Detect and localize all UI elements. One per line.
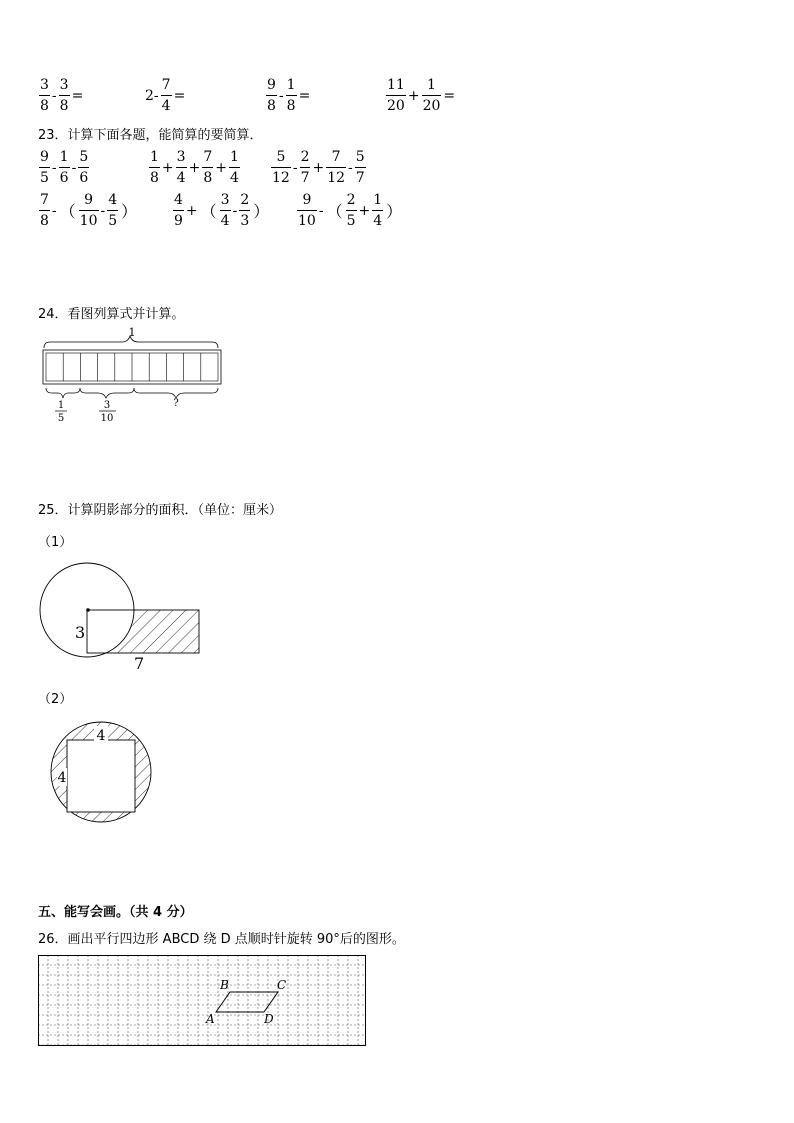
top-label: 1 — [128, 326, 136, 339]
fraction: $\frac{7}{8}$ — [40, 192, 49, 229]
question-25-title: 25．计算阴影部分的面积．（单位：厘米） — [38, 503, 283, 518]
left-paren: （ — [59, 202, 76, 221]
shaded-region — [87, 610, 199, 653]
expression — [270, 150, 367, 185]
brace-2 — [80, 388, 134, 398]
fraction: $\frac{1}{6}$ — [59, 149, 69, 186]
operator: - — [51, 202, 57, 219]
fraction: $\frac{7}{8}$ — [203, 149, 213, 186]
fraction: $\frac{9}{10}$ — [79, 192, 98, 229]
fraction: $\frac{11}{20}$ — [387, 77, 405, 114]
grid-border — [39, 956, 366, 1046]
fraction: $\frac{1}{4}$ — [229, 149, 239, 186]
fraction: $\frac{7}{4}$ — [161, 77, 171, 114]
operator: + — [407, 87, 420, 104]
segment-diagram — [36, 326, 236, 426]
right-paren: ） — [121, 202, 138, 221]
operator: + — [161, 159, 174, 176]
operator: - — [318, 202, 324, 219]
fraction: $\frac{2}{3}$ — [240, 192, 250, 229]
fraction: $\frac{1}{8}$ — [150, 149, 159, 186]
operator: - — [71, 159, 77, 176]
top-side-label: 4 — [96, 728, 106, 744]
fraction: $\frac{1}{20}$ — [422, 77, 441, 114]
vertex-d-label: D — [264, 1012, 274, 1026]
fraction: $\frac{3}{4}$ — [220, 192, 230, 229]
fraction: $\frac{5}{12}$ — [272, 149, 290, 186]
expression — [296, 193, 404, 228]
left-paren: （ — [200, 202, 217, 221]
part-1-label: （1） — [38, 535, 73, 550]
right-paren: ） — [253, 202, 270, 221]
question-24-title: 24．看图列算式并计算。 — [38, 307, 185, 322]
vertex-b-label: B — [220, 978, 229, 992]
operator: - — [51, 159, 57, 176]
expression — [265, 78, 311, 113]
seg1-denominator: 5 — [57, 413, 65, 424]
grid-lines — [38, 955, 366, 1046]
fraction: $\frac{5}{6}$ — [79, 149, 89, 186]
operator: - — [51, 87, 57, 104]
equals-sign: = — [298, 87, 311, 104]
seg2-denominator: 10 — [100, 413, 114, 424]
operator: + — [188, 159, 201, 176]
fraction: $\frac{2}{7}$ — [300, 149, 310, 186]
center-dot — [86, 608, 90, 612]
fraction: $\frac{2}{5}$ — [346, 192, 356, 229]
fraction: $\frac{4}{9}$ — [174, 192, 183, 229]
operator: - — [292, 159, 298, 176]
expression — [38, 150, 90, 185]
fraction: $\frac{9}{5}$ — [40, 149, 49, 186]
fraction: $\frac{3}{8}$ — [59, 77, 69, 114]
part-2-label: （2） — [38, 692, 73, 707]
inner-square — [67, 740, 135, 812]
fraction: $\frac{3}{8}$ — [40, 77, 49, 114]
question-26-title: 26．画出平行四边形 ABCD 绕 D 点顺时针旋转 90°后的图形。 — [38, 932, 405, 947]
side-label: 3 — [75, 623, 86, 642]
brace-1 — [46, 388, 80, 398]
vertex-a-label: A — [206, 1012, 215, 1026]
left-paren: （ — [326, 202, 343, 221]
seg3-question-mark: ? — [173, 398, 179, 409]
operator: 2- — [145, 87, 159, 104]
operator: - — [348, 159, 353, 176]
operator: - — [232, 202, 238, 219]
fraction: $\frac{5}{7}$ — [355, 149, 365, 186]
left-side-label: 4 — [57, 770, 67, 786]
expression — [172, 193, 271, 228]
fraction: $\frac{4}{5}$ — [108, 192, 118, 229]
vertex-c-label: C — [277, 978, 287, 992]
section-5-title: 五、能写会画。（共 4 分） — [38, 905, 193, 920]
operator: - — [100, 202, 106, 219]
brace-3 — [134, 388, 218, 398]
right-paren: ） — [386, 202, 403, 221]
equals-sign: = — [71, 87, 84, 104]
operator: + — [312, 159, 325, 176]
seg1-numerator: 1 — [57, 400, 65, 411]
question-23-title: 23．计算下面各题，能简算的要简算． — [38, 128, 263, 143]
expression — [144, 78, 186, 113]
expression — [38, 193, 139, 228]
fraction: $\frac{3}{4}$ — [176, 149, 186, 186]
seg2-numerator: 3 — [103, 400, 111, 411]
fraction: $\frac{9}{8}$ — [267, 77, 276, 114]
bottom-label: 7 — [134, 654, 145, 673]
operator: - — [278, 87, 284, 104]
equals-sign: = — [443, 87, 456, 104]
fraction: $\frac{9}{10}$ — [298, 192, 316, 229]
grid-diagram — [38, 955, 368, 1047]
expression — [385, 78, 456, 113]
expression — [148, 150, 241, 185]
operator: + — [185, 202, 198, 219]
operator: + — [358, 202, 371, 219]
fraction: $\frac{7}{12}$ — [327, 149, 346, 186]
figure-2 — [48, 718, 158, 830]
expression — [38, 78, 84, 113]
fraction: $\frac{1}{8}$ — [286, 77, 296, 114]
operator: + — [215, 159, 227, 176]
equals-sign: = — [173, 87, 186, 104]
fraction: $\frac{1}{4}$ — [373, 192, 383, 229]
figure-1 — [36, 556, 206, 676]
